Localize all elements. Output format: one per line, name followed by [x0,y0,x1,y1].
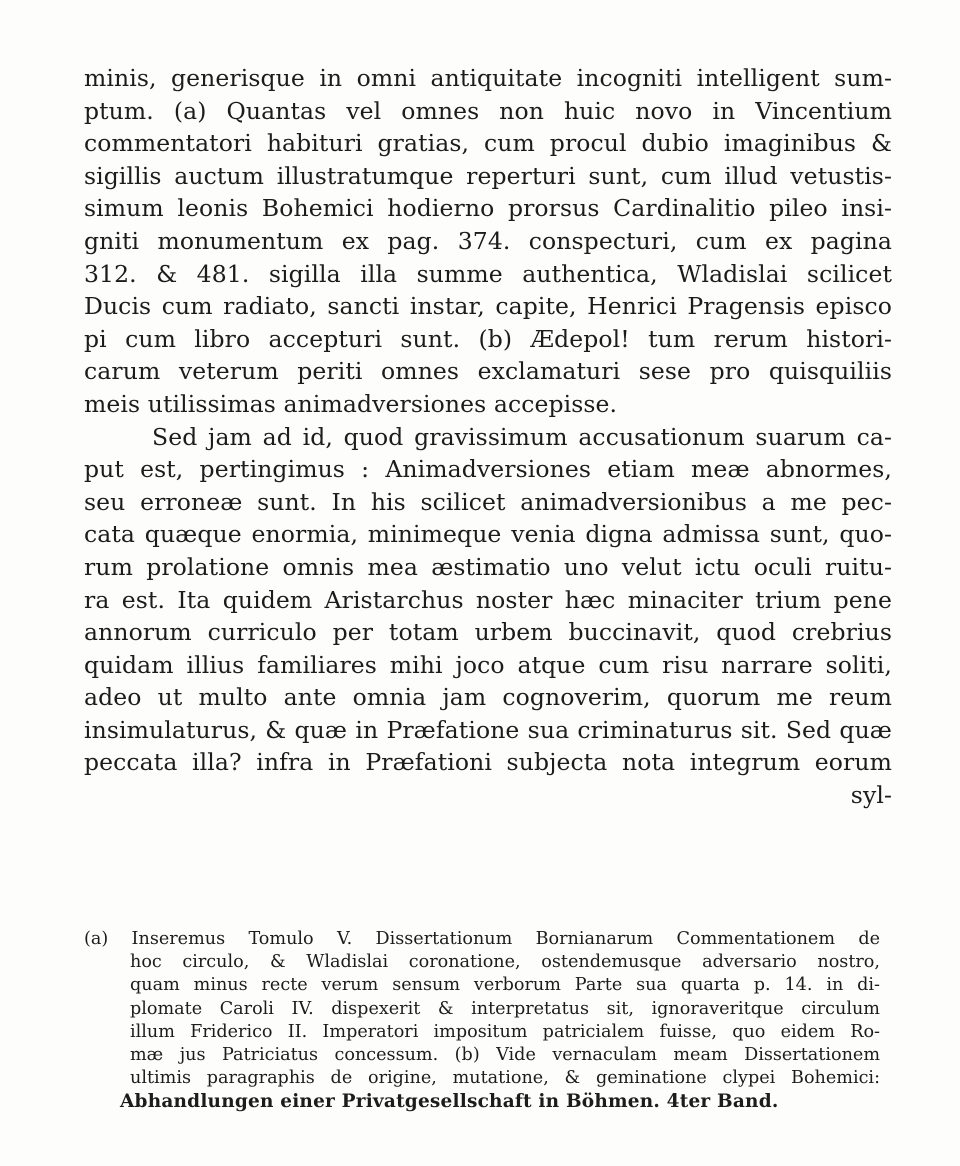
footnote-line: quam minus recte verum sensum verborum Parte sua quarta p. 14. in di- [130,975,880,996]
text-line: Ducis cum radiato, sancti instar, capite, Henrici Pragensis episco [84,292,892,321]
footnote-line: plomate Caroli IV. dispexerit & interpretatus sit, ignoraveritque circulum [130,998,880,1019]
paragraph-start-line: Sed jam ad id, quod gravissimum accusationum suarum ca- [152,422,892,451]
text-line: simum leonis Bohemici hodierno prorsus Cardinalitio pileo insi- [84,194,892,223]
footnotes-block [84,928,880,1114]
text-line: quidam illius familiares mihi joco atque cum risu narrare soliti, [84,650,892,679]
catchword: syl- [850,781,892,810]
main-text-block [84,62,892,812]
footnote-line: mæ jus Patriciatus concessum. (b) Vide vernaculam meam Dissertationem [130,1044,880,1065]
text-line: pi cum libro accepturi sunt. (b) Ædepol! tum rerum histori- [84,324,892,353]
text-line: seu erroneæ sunt. In his scilicet animadversionibus a me pec- [84,487,892,516]
text-line: peccata illa? infra in Præfationi subjecta nota integrum eorum [84,748,892,777]
text-line: gniti monumentum ex pag. 374. conspecturi, cum ex pagina [84,226,892,255]
footnote-line: (a) Inseremus Tomulo V. Dissertationum Bornianarum Commentationem de [84,929,880,949]
text-line: carum veterum periti omnes exclamaturi sese pro quisquiliis [84,357,892,386]
text-line: annorum curriculo per totam urbem buccinavit, quod crebrius [84,618,892,647]
text-line: commentatori habituri gratias, cum procul dubio imaginibus & [84,129,892,158]
text-line: rum prolatione omnis mea æstimatio uno velut ictu oculi ruitu- [84,552,892,581]
footnote-line: illum Friderico II. Imperatori impositum patricialem fuisse, quo eidem Ro- [130,1021,880,1042]
text-line: cata quæque enormia, minimeque venia digna admissa sunt, quo- [84,520,892,549]
text-line: put est, pertingimus : Animadversiones etiam meæ abnormes, [84,455,892,484]
text-line: 312. & 481. sigilla illa summe authentica, Wladislai scilicet [84,259,892,288]
text-line: insimulaturus, & quæ in Præfatione sua criminaturus sit. Sed quæ [84,715,892,744]
text-line: ra est. Ita quidem Aristarchus noster hæc minaciter trium pene [84,585,892,614]
footnote-line: ultimis paragraphis de origine, mutatione, & geminatione clypei Bohemici: [130,1068,880,1089]
text-line: sigillis auctum illustratumque reperturi sunt, cum illud vetustis- [84,161,892,190]
text-line: meis utilissimas animadversiones accepisse. [84,389,618,418]
running-footer: Abhandlungen einer Privatgesellschaft in Böhmen. 4ter Band. [120,1091,779,1113]
text-line: adeo ut multo ante omnia jam cognoverim, quorum me reum [84,683,892,712]
text-line: minis, generisque in omni antiquitate incogniti intelligent sum- [84,64,892,92]
text-line: ptum. (a) Quantas vel omnes non huic novo in Vincentium [84,96,892,125]
footnote-line: hoc circulo, & Wladislai coronatione, ostendemusque adversario nostro, [130,952,880,973]
